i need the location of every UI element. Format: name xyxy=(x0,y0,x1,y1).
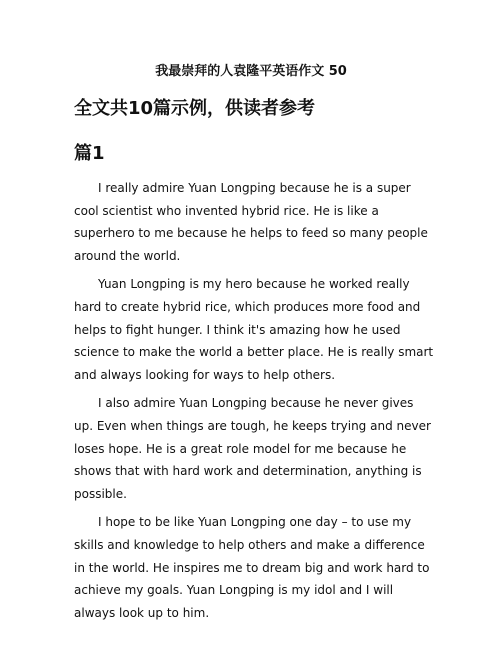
essay-paragraph: I also admire Yuan Longping because he never gives up. Even when things are tough, he keeps trying and never loses hope. He is a great role model for me because he shows that with hard work and determination, anything is possible. xyxy=(74,396,431,501)
essay-paragraph: I really admire Yuan Longping because he is a super cool scientist who invented hybrid rice. He is like a superhero to me because he helps to feed so many people around the world. xyxy=(74,181,428,263)
essay-paragraph: Yuan Longping is my hero because he worked really hard to create hybrid rice, which produces more food and helps to fight hunger. I think it's amazing how he used science to make the world a better place. He is really smart and always looking for ways to help others. xyxy=(74,277,434,382)
section-heading: 篇1 xyxy=(74,143,105,164)
essay-body xyxy=(74,177,434,630)
document-title: 我最崇拜的人袁隆平英语作文 50 xyxy=(155,64,347,79)
summary-heading: 全文共10篇示例，供读者参考 xyxy=(74,98,316,119)
essay-paragraph: I hope to be like Yuan Longping one day – to use my skills and knowledge to help others and make a difference in the world. He inspires me to dream big and work hard to achieve my goals. Yuan Longping is my idol and I will always look up to him. xyxy=(74,515,430,620)
